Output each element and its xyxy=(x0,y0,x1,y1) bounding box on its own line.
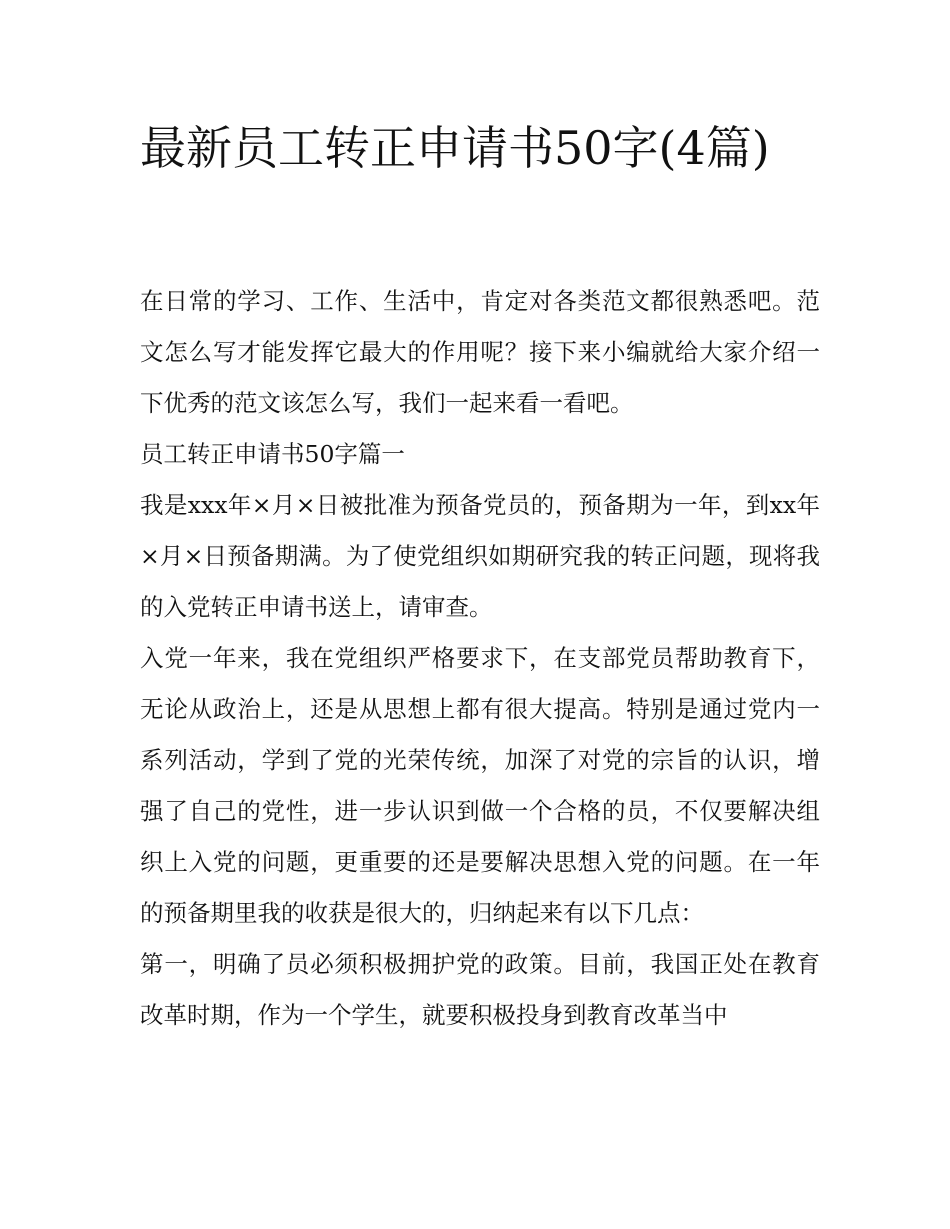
body-paragraph: 我是xxx年×月×日被批准为预备党员的，预备期为一年，到xx年×月×日预备期满。为了使党组织如期研究我的转正问题，现将我的入党转正申请书送上，请审查。 xyxy=(140,491,820,621)
document-body xyxy=(140,276,820,1041)
body-paragraph: 入党一年来，我在党组织严格要求下，在支部党员帮助教育下，无论从政治上，还是从思想上都有很大提高。特别是通过党内一系列活动，学到了党的光荣传统，加深了对党的宗旨的认识，增强了自己的党性，进一步认识到做一个合格的员，不仅要解决组织上入党的问题，更重要的还是要解决思想入党的问题。在一年的预备期里我的收获是很大的，归纳起来有以下几点： xyxy=(140,644,820,927)
document-title: 最新员工转正申请书50字(4篇) xyxy=(140,121,770,175)
body-paragraph: 第一，明确了员必须积极拥护党的政策。目前，我国正处在教育改革时期，作为一个学生，就要积极投身到教育改革当中 xyxy=(140,950,820,1029)
intro-paragraph: 在日常的学习、工作、生活中，肯定对各类范文都很熟悉吧。范文怎么写才能发挥它最大的作用呢？接下来小编就给大家介绍一下优秀的范文该怎么写，我们一起来看一看吧。 xyxy=(140,287,820,417)
section-heading: 员工转正申请书50字篇一 xyxy=(140,440,405,468)
